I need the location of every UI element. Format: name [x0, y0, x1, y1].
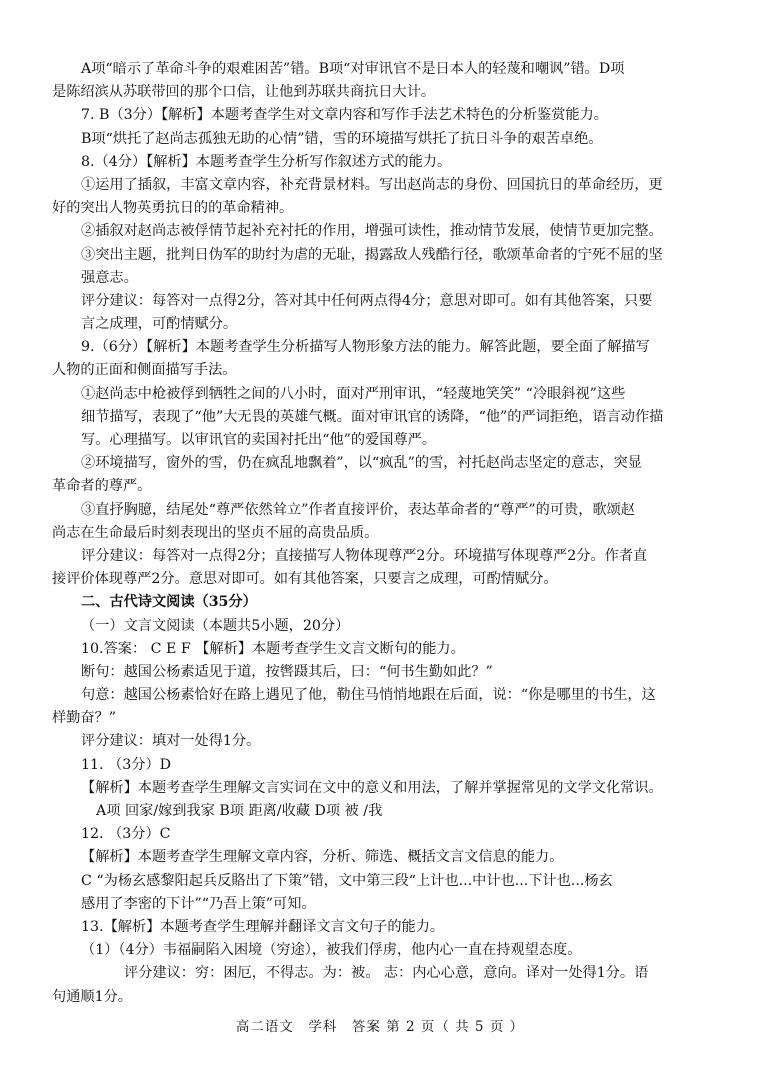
- answer-key-body: [52, 58, 712, 1009]
- text-line: ②插叙对赵尚志被俘情节起补充衬托的作用，增强可读性，推动情节发展，使情节更加完整。: [81, 223, 663, 240]
- text-line: 7. B（3分）【解析】本题考查学生对文章内容和写作手法艺术特色的分析鉴赏能力。: [81, 107, 608, 124]
- text-line: 句通顺1分。: [52, 988, 132, 1005]
- text-line: 12. （3分）C: [81, 826, 171, 843]
- text-line: 评分建议：穷：困厄，不得志。为：被。 志：内心心意，意向。译对一处得1分。语: [124, 965, 649, 982]
- text-line: 【解析】本题考查学生理解文言实词在文中的意义和用法，了解并掌握常见的文学文化常识。: [81, 779, 663, 796]
- text-line: 评分建议：每答对一点得2分；直接描写人物体现尊严2分。环境描写体现尊严2分。作者直: [81, 547, 648, 564]
- text-line: 人物的正面和侧面描写手法。: [52, 362, 237, 379]
- text-line: ③直抒胸臆，结尾处“尊严依然耸立”作者直接评价，表达革命者的“尊严”的可贵，歌颂赵: [81, 501, 635, 518]
- text-line: （1）（4分）韦福嗣陷入困境（穷途），被我们俘虏，他内心一直在持观望态度。: [81, 942, 582, 959]
- text-line: 好的突出人物英勇抗日的的革命精神。: [52, 200, 294, 217]
- text-line: 感用了李密的下计”“乃吾上策”可知。: [81, 895, 316, 912]
- text-line: 【解析】本题考查学生理解文章内容，分析、筛选、概括文言文信息的能力。: [81, 849, 564, 866]
- text-line: 11. （3分）D: [81, 756, 172, 773]
- text-line: 句意：越国公杨素恰好在路上遇见了他，勒住马悄悄地跟在后面，说：“你是哪里的书生，这: [81, 687, 656, 704]
- text-line: ①运用了插叙，丰富文章内容，补充背景材料。写出赵尚志的身份、回国抗日的革命经历，更: [81, 176, 663, 193]
- text-line: 细节描写，表现了“他”大无畏的英雄气概。面对审讯官的诱降，“他”的严词拒绝，语言动作描: [81, 408, 664, 425]
- text-line: 评分建议：每答对一点得2分，答对其中任何两点得4分；意思对即可。如有其他答案，只要: [81, 292, 653, 309]
- text-line: 样勤奋？”: [52, 710, 117, 727]
- text-line: 强意志。: [81, 269, 138, 286]
- text-line: 言之成理，可酌情赋分。: [81, 316, 238, 333]
- text-line: 是陈绍滨从苏联带回的那个口信，让他到苏联共商抗日大计。: [52, 84, 436, 101]
- text-line: A项“暗示了革命斗争的艰难困苦”错。B项“对审讯官不是日本人的轻蔑和嘲讽”错。D项: [81, 61, 625, 77]
- text-line: 8.（4分）【解析】本题考查学生分析写作叙述方式的能力。: [81, 153, 452, 170]
- text-line: A项 回家/嫁到我家 B项 距离/收藏 D项 被 /我: [96, 803, 383, 819]
- text-line: 断句：越国公杨素适见于道，按辔蹑其后，曰：“何书生勤如此？”: [81, 663, 493, 680]
- text-line: 10.答案： C E F 【解析】本题考查学生文言文断句的能力。: [81, 640, 465, 657]
- text-line: ③突出主题，批判日伪军的助纣为虐的无耻，揭露敌人残酷行径，歌颂革命者的宁死不屈的坚: [81, 246, 663, 263]
- text-line: B项“烘托了赵尚志孤独无助的心情”错，雪的环境描写烘托了抗日斗争的艰苦卓绝。: [81, 130, 603, 147]
- text-line: 评分建议：填对一处得1分。: [81, 733, 261, 750]
- text-line: 革命者的尊严。: [52, 478, 152, 495]
- text-line: 接评价体现尊严2分。意思对即可。如有其他答案，只要言之成理，可酌情赋分。: [52, 571, 558, 588]
- text-line: 尚志在生命最后时刻表现出的坚贞不屈的高贵品质。: [52, 524, 379, 541]
- text-line: 9.（6分）【解析】本题考查学生分析描写人物形象方法的能力。解答此题，要全面了解描写: [81, 339, 650, 356]
- text-line: 二、古代诗文阅读（35分）: [81, 594, 257, 611]
- text-line: 13.【解析】本题考查学生理解并翻译文言文句子的能力。: [81, 918, 445, 935]
- page-footer: 高二语文 学科 答案 第 2 页（ 共 5 页 ）: [235, 1019, 525, 1035]
- text-line: （一）文言文阅读（本题共5小题，20分）: [81, 617, 350, 634]
- text-line: ②环境描写，窗外的雪，仍在疯乱地飘着”，以“疯乱”的雪，衬托赵尚志坚定的意志，突显: [81, 455, 642, 472]
- text-line: 写。心理描写。以审讯官的卖国衬托出“他”的爱国尊严。: [81, 432, 437, 448]
- text-line: C “为杨玄感黎阳起兵反賂出了下策”错，文中第三段“上计也...中计也...下计也...杨玄: [81, 872, 613, 889]
- text-line: ①赵尚志中枪被俘到牺牲之间的八小时，面对严刑审讯，“轻蔑地笑笑” “冷眼斜视”这些: [81, 385, 626, 402]
